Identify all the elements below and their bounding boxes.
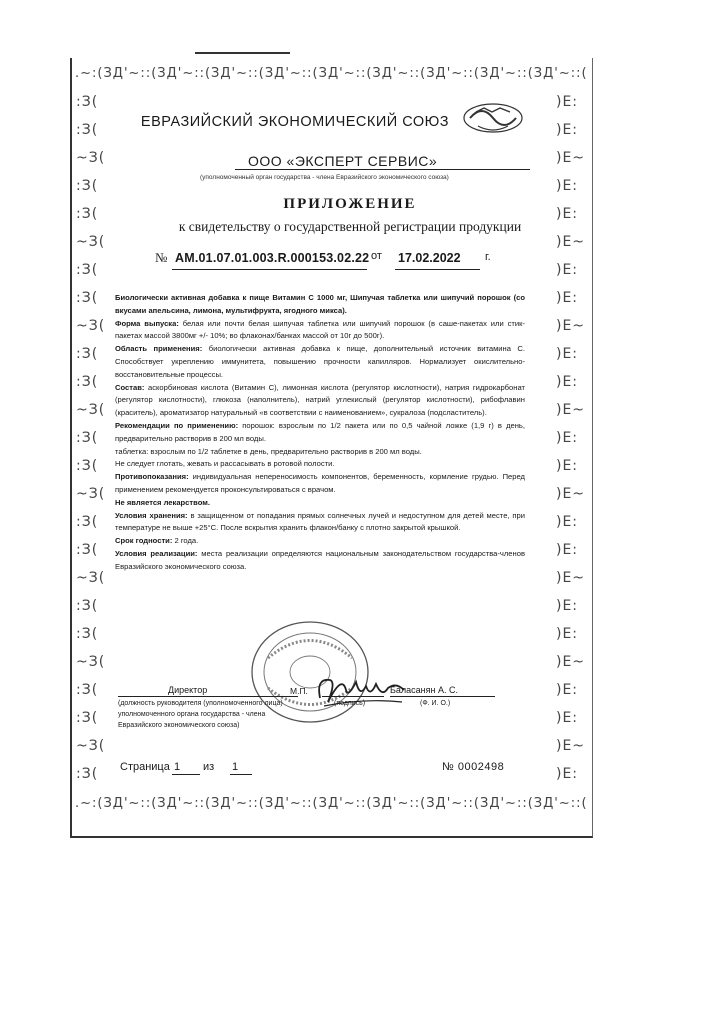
page-total-underline (230, 774, 252, 775)
shelf-life: Срок годности: 2 года. (115, 536, 199, 546)
page-current-underline (172, 774, 200, 775)
number-sign: № (155, 250, 168, 265)
usage-area: Область применения: биологически активная добавка к пище, дополнительный источник витамина С. Способствует укреплению иммунитета, повышению прочности капилляров. Нормализует окислительно-восстановительные процессы. (115, 344, 525, 379)
position-underline (118, 696, 298, 697)
storage-conditions: Условия хранения: в защищенном от попадания прямых солнечных лучей и недоступном для детей месте, при температуре не выше +25°С. После вскрытия хранить флакон/банку с плотно закрытой крышкой. (115, 510, 525, 533)
serial-number: № 0002498 (442, 761, 505, 773)
fio-caption: (Ф. И. О.) (420, 700, 451, 707)
no-chew-note: Не следует глотать, жевать и рассасывать в ротовой полости. (115, 459, 335, 469)
release-form: Форма выпуска: белая или почти белая шипучая таблетка или шипучий порошок (в саше-пакетах или стик-пакетах массой 3800мг +/- 10%; во флаконах/банках массой от 10г до 500г). (115, 318, 525, 341)
composition: Состав: аскорбиновая кислота (Витамин С), лимонная кислота (регулятор кислотности), натрия гидрокарбонат (регулятор кислотности), глюкоза (наполнитель), натрий углекислый (регулятор кислотности), рибофлавин (краситель), ароматизатор натуральный «в соответствии с наименованием», сукралоза (подсластитель). (115, 382, 525, 418)
position-caption: (должность руководителя (уполномоченного лица) уполномоченного органа государства - члена Евразийского экономического союза) (118, 700, 283, 729)
page-total: 1 (232, 761, 239, 773)
document-body (115, 292, 525, 574)
top-line (195, 52, 290, 54)
position-label: Директор (168, 685, 208, 695)
eaeu-emblem-icon (462, 100, 524, 136)
year-suffix: г. (485, 251, 491, 263)
border-pattern-bottom: .~:(ЗД'~::(ЗД'~::(ЗД'~::(ЗД'~::(ЗД'~::(ЗД'~::(ЗД'~::(ЗД'~::(ЗД'~::( (75, 796, 588, 811)
signature-caption: (подпись) (334, 700, 366, 707)
number-underline (172, 269, 367, 270)
org-caption: (уполномоченный орган государства - члена Евразийского экономического союза) (200, 174, 449, 181)
date-underline (395, 269, 480, 270)
name-underline (390, 696, 495, 697)
not-drug-note: Не является лекарством. (115, 497, 210, 507)
document-subtitle: к свидетельству о государственной регистрации продукции (178, 219, 522, 234)
border-pattern-left: :З( :З( ~З( :З( :З( ~З( :З( :З( ~З( :З( :З( ~З( :З( :З( ~З( :З( :З( ~З( :З( :З( ~З( :З( :З( ~З( :З( (76, 94, 106, 782)
org-underline (235, 169, 530, 170)
org-name: ООО «ЭКСПЕРТ СЕРВИС» (248, 153, 438, 169)
signer-name: Баласанян А. С. (390, 685, 458, 695)
document-title: ПРИЛОЖЕНИЕ (283, 196, 417, 212)
product-description: Биологически активная добавка к пище Витамин С 1000 мг, Шипучая таблетка или шипучий порошок (со вкусами апельсина, лимона, мультифрукта, ягодного микса). (115, 293, 525, 315)
signature-underline (322, 696, 384, 697)
union-title: ЕВРАЗИЙСКИЙ ЭКОНОМИЧЕСКИЙ СОЮЗ (140, 114, 450, 130)
registration-date: 17.02.2022 (398, 251, 461, 265)
seal-place-label: М.П. (290, 686, 308, 696)
tablet-usage: таблетка: взрослым по 1/2 таблетке в день, предварительно растворив в 200 мл воды. (115, 446, 422, 456)
sale-conditions: Условия реализации: места реализации определяются национальным законодательством государства-членов Евразийского экономического союза. (115, 548, 525, 571)
border-pattern-right: )Е: )Е: )Е~ )Е: )Е: )Е~ )Е: )Е: )Е~ )Е: )Е: )Е~ )Е: )Е: )Е~ )Е: )Е: )Е~ )Е: )Е: )Е~ )Е: )Е: )Е~ )Е: (556, 94, 586, 782)
border-pattern-top: .~:(ЗД'~::(ЗД'~::(ЗД'~::(ЗД'~::(ЗД'~::(ЗД'~::(ЗД'~::(ЗД'~::(ЗД'~::( (75, 66, 588, 81)
contraindications: Противопоказания: индивидуальная непереносимость компонентов, беременность, кормление грудью. Перед применением рекомендуется проконсультироваться с врачом. (115, 472, 525, 494)
registration-number: АМ.01.07.01.003.R.000153.02.22 (175, 251, 370, 265)
page-label: Страница (120, 761, 170, 773)
date-prefix: от (371, 250, 382, 262)
page-current: 1 (174, 761, 181, 773)
page-of: из (203, 761, 215, 773)
recommendations: Рекомендации по применению: порошок: взрослым по 1/2 пакета или по 0,5 чайной ложке (1,9 г) в день, предварительно растворив в 200 мл воды. (115, 420, 525, 443)
